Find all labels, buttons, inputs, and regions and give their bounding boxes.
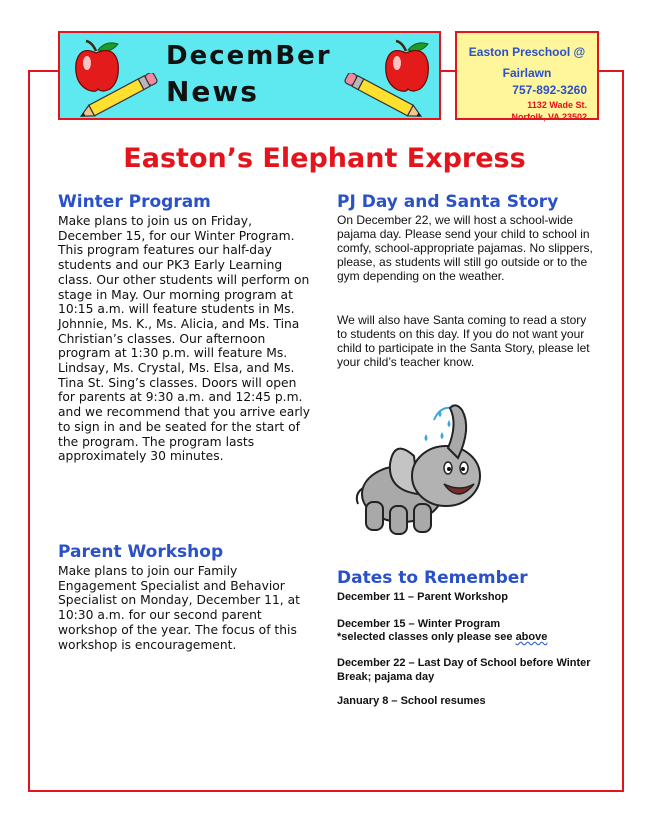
- date-item-2: December 15 – Winter Program: [337, 618, 501, 630]
- contact-box: [455, 31, 599, 120]
- date-item-3: December 22 – Last Day of School before Winter Break; pajama day: [337, 657, 591, 683]
- pj-day-paragraph-1: On December 22, we will host a school-wide pajama day. Please send your child to school in comfy, school-appropriate pajamas. No slippers, please, as students will still go outside or to the gym depending on the weather.: [337, 213, 593, 283]
- banner-title-news: News: [166, 75, 259, 108]
- winter-program-heading: Winter Program: [58, 192, 211, 212]
- pj-day-heading: PJ Day and Santa Story: [337, 192, 559, 212]
- school-phone: 757-892-3260: [512, 83, 587, 97]
- parent-workshop-body: Make plans to join our Family Engagement Specialist and Behavior Specialist on Monday, December 11, at 10:30 a.m. for our second parent workshop of the year. The focus of this workshop is encouragement.: [58, 564, 300, 652]
- pj-day-paragraph-2: We will also have Santa coming to read a story to students on this day. If you do not want your child to participate in the Santa Story, please let your child’s teacher know.: [337, 313, 590, 369]
- date-note-link[interactable]: above: [515, 631, 548, 643]
- winter-program-body: Make plans to join us on Friday, December 15, for our Winter Program. This program features our half-day students and our PK3 Early Learning class. Our other students will perform on stage in May. Our morning program at 10:15 a.m. will feature students in Ms. Johnnie, Ms. K., Ms. Alicia, and Ms. Tina Christian’s classes. Our afternoon program at 1:30 p.m. will feature Ms. Lindsay, Ms. Crystal, Ms. Elsa, and Ms. Tina St. Sing’s classes. Doors will open for parents at 9:30 a.m. and 12:45 p.m. and we recommend that you arrive early to sign in and be seated for the start of the program. The program lasts approximately 30 minutes.: [58, 214, 311, 464]
- address-city: Norfolk, VA 23502: [511, 112, 587, 122]
- school-name: Easton Preschool @ Fairlawn: [468, 45, 586, 80]
- page-title: Easton’s Elephant Express: [123, 143, 526, 174]
- pencil-icon: [74, 73, 164, 119]
- date-note-text: *selected classes only please see: [337, 631, 516, 643]
- pencil-icon: [338, 73, 428, 119]
- banner-title-december: DecemBer: [166, 41, 332, 71]
- parent-workshop-heading: Parent Workshop: [58, 542, 224, 562]
- date-item-1: December 11 – Parent Workshop: [337, 591, 508, 603]
- dates-heading: Dates to Remember: [337, 568, 528, 588]
- newsletter-banner: [58, 31, 441, 120]
- address-street: 1132 Wade St.: [527, 100, 587, 110]
- date-item-4: January 8 – School resumes: [337, 695, 486, 707]
- elephant-illustration: [354, 398, 504, 543]
- school-address: [457, 99, 587, 123]
- date-item-2-note: [337, 631, 617, 645]
